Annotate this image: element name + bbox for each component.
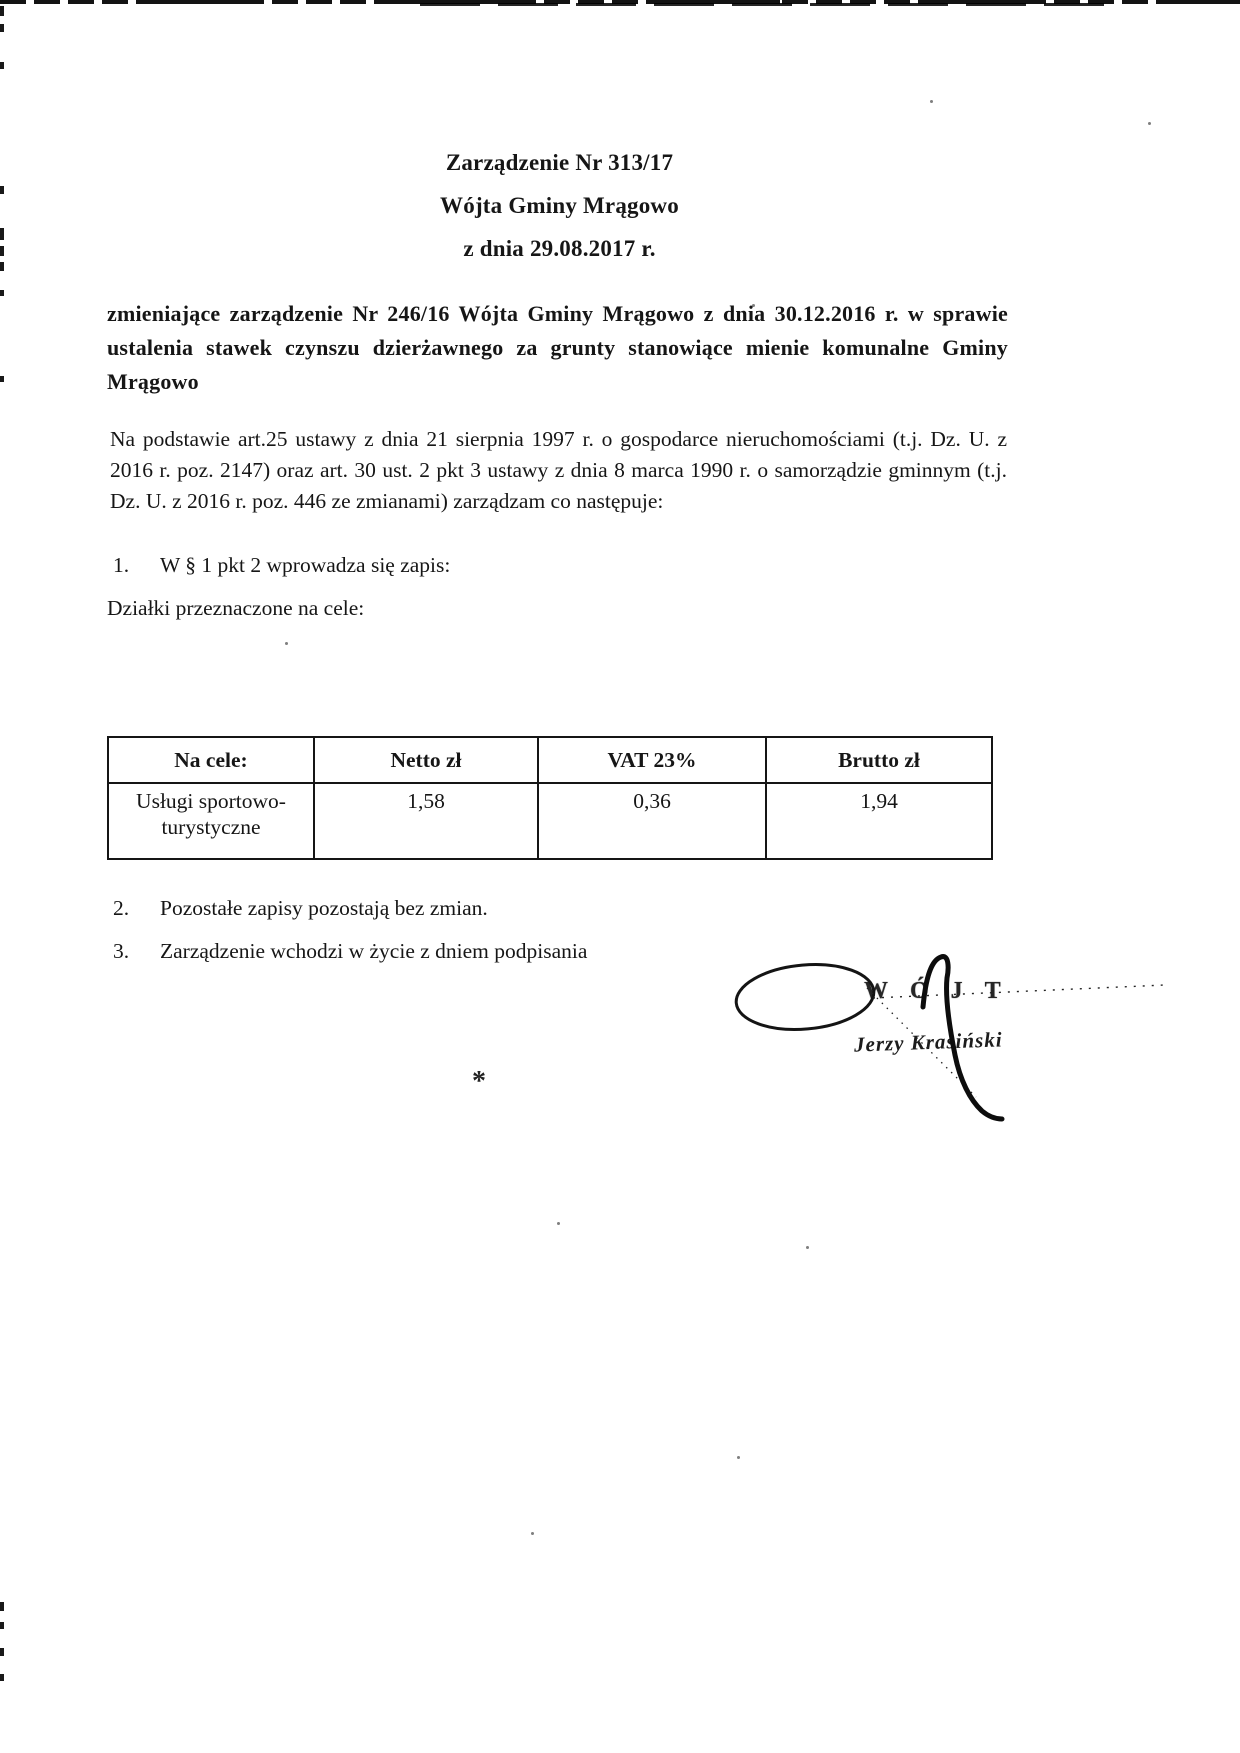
handwritten-asterisk-mark: *	[472, 1066, 486, 1097]
scan-artifact-left-mark	[0, 186, 4, 194]
table-intro-text: Działki przeznaczone na cele:	[107, 596, 365, 620]
list-item-3-number: 3.	[113, 939, 130, 963]
scan-noise-dot	[1148, 122, 1151, 125]
signature-block	[620, 820, 1210, 1150]
list-item-1-text: W § 1 pkt 2 wprowadza się zapis:	[160, 553, 451, 577]
scan-noise-dot	[806, 1246, 809, 1249]
table-header-vat: VAT 23%	[538, 737, 766, 783]
table-header-net: Netto zł	[314, 737, 538, 783]
scan-artifact-top-edge-2	[420, 3, 1120, 6]
scan-artifact-left-mark	[0, 228, 4, 240]
document-title-block	[113, 141, 1006, 270]
list-item-3	[113, 939, 587, 964]
table-cell-gross: 1,94	[766, 783, 992, 859]
scan-artifact-left-mark	[0, 62, 4, 69]
title-line-ordinance-number: Zarządzenie Nr 313/17	[445, 150, 674, 175]
list-item-1	[113, 553, 450, 578]
list-item-2-text: Pozostałe zapisy pozostają bez zmian.	[160, 896, 488, 920]
signature-loop	[733, 959, 876, 1035]
legal-basis-paragraph: Na podstawie art.25 ustawy z dnia 21 sierpnia 1997 r. o gospodarce nieruchomościami (t.j. Dz. U. z 2016 r. poz. 2147) oraz art. 30 ust. 2 pkt 3 ustawy z dnia 8 marca 1990 r. o samorządzie gminnym (t.j. Dz. U. z 2016 r. poz. 446 ze zmianami) zarządzam co następuje:	[110, 427, 1007, 513]
scan-artifact-left-mark	[0, 376, 4, 382]
title-line-issuer: Wójta Gminy Mrągowo	[440, 193, 679, 218]
table-header-row	[108, 737, 992, 783]
scan-noise-dot	[930, 100, 933, 103]
mayor-stamp-title: WÓJT	[864, 978, 1023, 1004]
scan-noise-dot	[557, 1222, 560, 1225]
table-cell-net: 1,58	[314, 783, 538, 859]
scan-artifact-left-mark	[0, 290, 4, 296]
table-cell-vat: 0,36	[538, 783, 766, 859]
scan-noise-dot	[285, 642, 288, 645]
subject-paragraph: zmieniające zarządzenie Nr 246/16 Wójta Gminy Mrągowo z dnia 30.12.2016 r. w sprawie ustalenia stawek czynszu dzierżawnego za grunty stanowiące mienie komunalne Gminy Mrągowo	[107, 301, 1008, 394]
scan-artifact-left-mark	[0, 6, 4, 16]
scan-artifact-left-mark	[0, 1622, 4, 1629]
scan-artifact-left-mark	[0, 1648, 4, 1656]
scan-artifact-left-mark	[0, 1602, 4, 1611]
scan-artifact-left-mark	[0, 246, 4, 256]
scan-artifact-left-mark	[0, 262, 4, 271]
list-item-1-number: 1.	[113, 553, 130, 577]
signer-name: Jerzy Krasiński	[853, 1027, 1003, 1057]
scan-artifact-left-mark	[0, 1674, 4, 1681]
table-header-purpose: Na cele:	[108, 737, 314, 783]
list-item-2	[113, 896, 488, 921]
table-cell-purpose: Usługi sportowo-turystyczne	[108, 783, 314, 859]
scan-noise-dot	[531, 1532, 534, 1535]
title-line-date: z dnia 29.08.2017 r.	[463, 236, 656, 261]
scan-noise-dot	[737, 1456, 740, 1459]
list-item-2-number: 2.	[113, 896, 130, 920]
table-header-gross: Brutto zł	[766, 737, 992, 783]
list-item-3-text: Zarządzenie wchodzi w życie z dniem podpisania	[160, 939, 588, 963]
scan-artifact-left-mark	[0, 24, 4, 32]
